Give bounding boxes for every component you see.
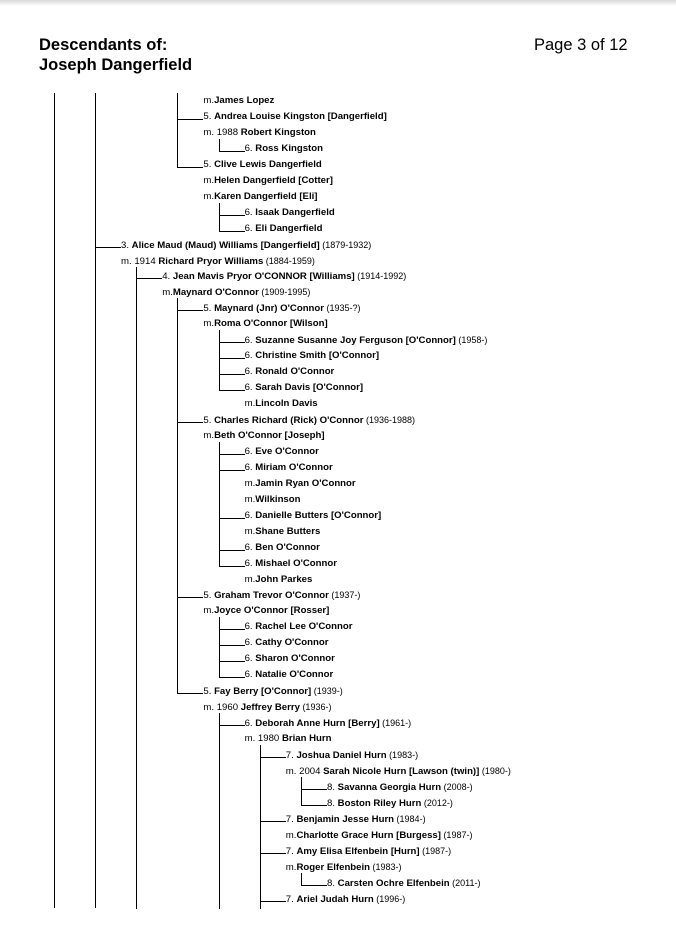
entry-name: Isaak Dangerfield [255, 207, 335, 218]
entry-prefix: m. 2004 [285, 766, 324, 777]
connector-horizontal [219, 518, 245, 519]
spouse-entry [245, 494, 301, 506]
entry-name: Helen Dangerfield [Cotter] [214, 175, 333, 186]
spouse-entry [203, 95, 274, 107]
entry-name: Alice Maud (Maud) Williams [Dangerfield] [131, 240, 320, 251]
entry-prefix: m. 1988 [203, 127, 241, 138]
entry-prefix: 6. [244, 207, 256, 218]
entry-dates: (1987-) [419, 846, 452, 856]
entry-prefix: 3. [121, 240, 132, 251]
descendant-entry [203, 111, 386, 123]
entry-name: Ben O'Connor [255, 542, 320, 553]
entry-name: Richard Pryor Williams [158, 256, 264, 267]
connector-horizontal [219, 454, 245, 455]
entry-name: Carsten Ochre Elfenbein [337, 878, 450, 889]
entry-name: Boston Riley Hurn [337, 798, 422, 809]
entry-prefix: 8. [327, 798, 338, 809]
descendant-entry [245, 558, 337, 570]
spouse-entry [203, 191, 317, 203]
entry-prefix: m. [285, 862, 297, 873]
entry-name: Maynard O'Connor [172, 287, 259, 298]
tree-line-gen2 [95, 93, 96, 243]
spouse-entry [245, 733, 332, 745]
entry-name: Jeffrey Berry [240, 702, 300, 713]
connector-horizontal [219, 677, 245, 678]
entry-dates: (1984-) [394, 814, 426, 824]
entry-dates: (1936-1988) [363, 415, 416, 425]
descendant-entry [245, 366, 335, 378]
tree-line-gen2b [95, 243, 96, 908]
title-line-1: Descendants of: [39, 36, 168, 54]
entry-name: Ronald O'Connor [255, 366, 335, 377]
descendant-entry [245, 334, 488, 346]
entry-dates: (1983-) [386, 750, 419, 760]
entry-prefix: m. [244, 526, 256, 537]
entry-name: Joshua Daniel Hurn [296, 750, 387, 761]
descendant-entry [203, 589, 360, 601]
entry-prefix: 7. [285, 846, 297, 857]
connector-horizontal [136, 278, 162, 279]
entry-prefix: 8. [327, 878, 338, 889]
entry-prefix: 6. [244, 446, 256, 457]
descendant-entry [286, 893, 405, 905]
entry-name: Roger Elfenbein [296, 862, 371, 873]
spouse-entry [245, 478, 356, 490]
entry-name: Eve O'Connor [255, 446, 319, 457]
entry-name: Jamin Ryan O'Connor [255, 478, 356, 489]
entry-prefix: m. [203, 175, 215, 186]
connector-vertical [219, 442, 220, 567]
entry-name: Graham Trevor O'Connor [214, 590, 329, 601]
connector-horizontal [219, 358, 245, 359]
entry-prefix: 5. [203, 303, 215, 314]
connector-vertical [260, 745, 261, 909]
entry-dates: (2008-) [441, 782, 473, 792]
connector-horizontal [219, 470, 245, 471]
entry-prefix: 5. [203, 159, 215, 170]
spouse-entry [162, 286, 310, 298]
entry-dates: (1987-) [440, 830, 473, 840]
connector-vertical [301, 777, 302, 806]
entry-prefix: 5. [203, 111, 215, 122]
entry-prefix: 6. [244, 223, 256, 234]
entry-prefix: m. [244, 478, 256, 489]
tree-line-gen1 [54, 93, 55, 908]
entry-prefix: m. [244, 398, 256, 409]
connector-horizontal [260, 853, 286, 854]
descendant-entry [162, 270, 406, 282]
connector-horizontal [219, 550, 245, 551]
descendant-entry [245, 446, 319, 458]
entry-prefix: 6. [244, 542, 256, 553]
connector-horizontal [260, 901, 286, 902]
entry-name: Savanna Georgia Hurn [337, 782, 442, 793]
entry-name: Maynard (Jnr) O'Connor [214, 303, 325, 314]
entry-name: Andrea Louise Kingston [Dangerfield] [214, 111, 387, 122]
entry-name: Roma O'Connor [Wilson] [214, 318, 328, 329]
entry-name: Eli Dangerfield [255, 223, 323, 234]
entry-prefix: 6. [244, 350, 256, 361]
entry-name: Suzanne Susanne Joy Ferguson [O'Connor] [255, 335, 456, 346]
entry-dates: (1879-1932) [319, 240, 372, 250]
descendant-entry [245, 637, 329, 649]
entry-name: Jean Mavis Pryor O'CONNOR [Williams] [172, 271, 355, 282]
entry-prefix: m. [244, 494, 256, 505]
entry-prefix: 6. [244, 718, 256, 729]
entry-name: Joyce O'Connor [Rosser] [214, 605, 330, 616]
entry-name: Christine Smith [O'Connor] [255, 350, 380, 361]
spouse-entry [245, 526, 321, 538]
connector-vertical [219, 330, 220, 391]
entry-name: Deborah Anne Hurn [Berry] [255, 718, 380, 729]
entry-prefix: 6. [244, 143, 256, 154]
entry-prefix: 6. [244, 366, 256, 377]
descendant-entry [327, 781, 473, 793]
entry-dates: (1936-) [299, 702, 332, 712]
descendant-entry [203, 685, 342, 697]
descendant-entry [245, 669, 334, 681]
entry-prefix: 6. [244, 558, 256, 569]
connector-vertical [177, 298, 178, 694]
page-number: Page 3 of 12 [534, 36, 628, 54]
spouse-entry [286, 765, 511, 777]
connector-horizontal [219, 151, 245, 152]
entry-dates: (1996-) [373, 894, 406, 904]
connector-horizontal [301, 805, 327, 806]
spouse-entry [203, 605, 329, 617]
descendant-entry [245, 621, 353, 633]
descendant-entry [203, 159, 321, 171]
entry-prefix: 6. [244, 669, 256, 680]
entry-prefix: 7. [285, 750, 297, 761]
entry-name: John Parkes [255, 574, 313, 585]
connector-horizontal [219, 231, 245, 232]
connector-horizontal [219, 374, 245, 375]
spouse-entry [286, 861, 402, 873]
entry-dates: (1983-) [370, 862, 402, 872]
connector-horizontal [219, 661, 245, 662]
connector-horizontal [260, 821, 286, 822]
entry-dates: (1914-1992) [354, 271, 407, 281]
entry-prefix: 5. [203, 415, 215, 426]
connector-horizontal [177, 310, 203, 311]
connector-horizontal [177, 693, 203, 694]
connector-vertical [219, 617, 220, 678]
entry-prefix: 6. [244, 382, 256, 393]
entry-name: Beth O'Connor [Joseph] [214, 430, 325, 441]
descendant-entry [245, 207, 335, 219]
connector-horizontal [177, 422, 203, 423]
entry-name: Brian Hurn [281, 733, 332, 744]
descendant-entry [245, 350, 379, 362]
connector-horizontal [95, 247, 121, 248]
spouse-entry [121, 255, 315, 267]
entry-prefix: 6. [244, 510, 256, 521]
entry-prefix: m. [203, 430, 215, 441]
entry-dates: (1935-?) [324, 303, 361, 313]
descendant-entry [327, 797, 453, 809]
entry-prefix: 7. [285, 894, 297, 905]
entry-prefix: m. [203, 318, 215, 329]
entry-dates: (1980-) [479, 766, 511, 776]
entry-name: Fay Berry [O'Connor] [214, 686, 312, 697]
descendant-entry [245, 510, 382, 522]
descendant-entry [121, 239, 371, 251]
entry-name: Mishael O'Connor [255, 558, 337, 569]
entry-prefix: 4. [162, 271, 173, 282]
entry-name: Sarah Nicole Hurn [Lawson (twin)] [323, 766, 480, 777]
descendant-entry [245, 382, 364, 394]
entry-prefix: m. [244, 574, 256, 585]
entry-prefix: m. [203, 191, 215, 202]
entry-dates: (1961-) [379, 718, 412, 728]
entry-prefix: m. [162, 287, 173, 298]
descendant-entry [245, 462, 333, 474]
entry-dates: (2012-) [421, 798, 453, 808]
entry-prefix: 7. [285, 814, 297, 825]
descendant-entry [245, 143, 323, 155]
entry-name: Natalie O'Connor [255, 669, 334, 680]
spouse-entry [203, 701, 331, 713]
entry-name: Ariel Judah Hurn [296, 894, 374, 905]
descendant-entry [245, 717, 412, 729]
descendant-entry [203, 302, 360, 314]
spouse-entry [203, 430, 324, 442]
spouse-entry [203, 127, 316, 139]
descendant-entry [286, 749, 418, 761]
entry-name: Clive Lewis Dangerfield [214, 159, 322, 170]
spouse-entry [203, 318, 327, 330]
entry-prefix: m. [203, 95, 215, 106]
title-line-2: Joseph Dangerfield [39, 56, 193, 74]
entry-name: Sharon O'Connor [255, 653, 335, 664]
descendant-entry [286, 845, 451, 857]
entry-dates: (1939-) [311, 686, 343, 696]
spouse-entry [203, 175, 333, 187]
spouse-entry [245, 398, 318, 410]
entry-name: Wilkinson [255, 494, 301, 505]
entry-prefix: 6. [244, 621, 256, 632]
entry-prefix: m. [285, 830, 297, 841]
entry-prefix: 6. [244, 653, 256, 664]
entry-prefix: 8. [327, 782, 338, 793]
connector-vertical [177, 93, 178, 168]
entry-prefix: 6. [244, 637, 256, 648]
entry-dates: (1958-) [455, 335, 488, 345]
entry-prefix: m. 1914 [121, 256, 159, 267]
connector-horizontal [301, 789, 327, 790]
spouse-entry [245, 574, 313, 586]
entry-prefix: 5. [203, 686, 215, 697]
connector-horizontal [219, 645, 245, 646]
entry-prefix: m. 1960 [203, 702, 241, 713]
connector-vertical [219, 139, 220, 152]
connector-vertical [219, 713, 220, 909]
entry-prefix: 6. [244, 335, 256, 346]
entry-prefix: 5. [203, 590, 215, 601]
descendant-entry [327, 877, 481, 889]
connector-horizontal [301, 885, 327, 886]
entry-dates: (1937-) [328, 590, 361, 600]
entry-name: Charles Richard (Rick) O'Connor [214, 415, 364, 426]
entry-name: Amy Elisa Elfenbein [Hurn] [296, 846, 420, 857]
entry-name: Shane Butters [255, 526, 321, 537]
entry-name: Ross Kingston [255, 143, 323, 154]
connector-horizontal [177, 119, 203, 120]
entry-name: Miriam O'Connor [255, 462, 333, 473]
entry-prefix: m. 1980 [244, 733, 282, 744]
connector-horizontal [219, 390, 245, 391]
entry-name: Danielle Butters [O'Connor] [255, 510, 382, 521]
entry-name: Cathy O'Connor [255, 637, 329, 648]
connector-horizontal [219, 566, 245, 567]
entry-name: Benjamin Jesse Hurn [296, 814, 395, 825]
entry-name: James Lopez [214, 95, 275, 106]
connector-horizontal [219, 215, 245, 216]
entry-name: Rachel Lee O'Connor [255, 621, 353, 632]
entry-name: Sarah Davis [O'Connor] [255, 382, 364, 393]
entry-dates: (1909-1995) [258, 287, 311, 297]
entry-name: Robert Kingston [240, 127, 316, 138]
connector-horizontal [177, 597, 203, 598]
descendant-entry [203, 414, 415, 426]
descendant-entry [286, 813, 426, 825]
entry-prefix: m. [203, 605, 215, 616]
connector-horizontal [219, 342, 245, 343]
entry-prefix: 6. [244, 462, 256, 473]
entry-dates: (1884-1959) [263, 256, 315, 266]
descendant-entry [245, 653, 335, 665]
connector-horizontal [219, 725, 245, 726]
entry-name: Karen Dangerfield [Eli] [214, 191, 318, 202]
spouse-entry [286, 829, 473, 841]
connector-horizontal [177, 167, 203, 168]
connector-vertical [219, 203, 220, 232]
descendant-entry [245, 542, 320, 554]
descendant-entry [245, 223, 323, 235]
entry-name: Charlotte Grace Hurn [Burgess] [296, 830, 441, 841]
entry-dates: (2011-) [449, 878, 481, 888]
connector-vertical [301, 873, 302, 886]
connector-horizontal [260, 757, 286, 758]
connector-vertical [136, 267, 137, 909]
entry-name: Lincoln Davis [255, 398, 318, 409]
connector-horizontal [219, 629, 245, 630]
